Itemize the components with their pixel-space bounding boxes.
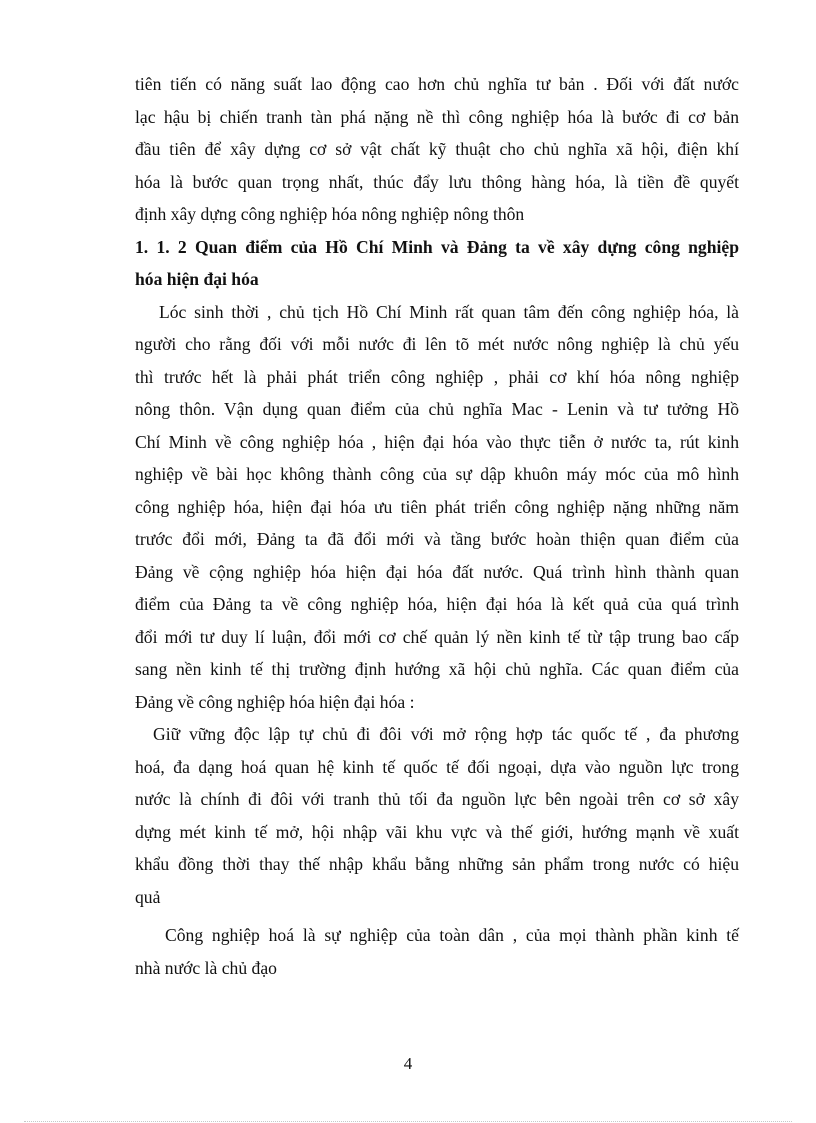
intro-paragraph <box>135 68 739 231</box>
paragraph-independence <box>135 718 739 913</box>
text-line: tiên tiến có năng suất lao động cao hơn chủ nghĩa tư bản . Đối với đất nước <box>135 74 739 94</box>
paragraph-industrialization <box>135 919 739 984</box>
text-line: Chí Minh về công nghiệp hóa , hiện đại hóa vào thực tiễn ở nước ta, rút kinh <box>135 431 739 452</box>
text-line: Giữ vững độc lập tự chủ đi đôi với mở rộng hợp tác quốc tế , đa phương <box>153 724 739 744</box>
text-line: sang nền kinh tế thị trường định hướng xã hội chủ nghĩa. Các quan điểm của <box>135 659 739 679</box>
text-line: thì trước hết là phải phát triển công nghiệp , phải cơ khí hóa nông nghiệp <box>135 366 739 387</box>
text-line: dựng mét kinh tế mở, hội nhập vãi khu vực và thế giới, hướng mạnh về xuất <box>135 821 739 842</box>
text-line: Lóc sinh thời , chủ tịch Hồ Chí Minh rất quan tâm đến công nghiệp hóa, là <box>159 301 739 322</box>
text-line: nhà nước là chủ đạo <box>135 957 277 978</box>
text-line: nghiệp về bài học không thành công của sự dập khuôn máy móc của mô hình <box>135 464 739 484</box>
text-line: hóa là bước quan trọng nhất, thúc đẩy lưu thông hàng hóa, là tiền đề quyết <box>135 171 739 192</box>
heading-line: hóa hiện đại hóa <box>135 269 259 289</box>
page-number: 4 <box>403 1054 413 1073</box>
text-line: điểm của Đảng ta về công nghiệp hóa, hiện đại hóa là kết quả của quá trình <box>135 594 739 614</box>
text-line: Đảng về cộng nghiệp hóa hiện đại hóa đất nước. Quá trình hình thành quan <box>135 561 739 582</box>
text-line: nông thôn. Vận dụng quan điểm của chủ nghĩa Mac - Lenin và tư tưởng Hồ <box>135 399 739 419</box>
paragraph-ho-chi-minh-view <box>135 296 739 719</box>
text-line: đầu tiên để xây dựng cơ sở vật chất kỹ thuật cho chủ nghĩa xã hội, điện khí <box>135 139 739 159</box>
text-line: quả <box>135 886 161 907</box>
text-line: lạc hậu bị chiến tranh tàn phá nặng nề thì công nghiệp hóa là bước đi cơ bản <box>135 106 739 127</box>
text-line: định xây dựng công nghiệp hóa nông nghiệp nông thôn <box>135 204 525 224</box>
text-line: công nghiệp hóa, hiện đại hóa ưu tiên phát triển công nghiệp nặng những năm <box>135 496 739 517</box>
footer-divider <box>24 1121 792 1122</box>
text-line: hoá, đa dạng hoá quan hệ kinh tế quốc tế đối ngoại, dựa vào nguồn lực trong <box>135 756 739 777</box>
text-line: khẩu đồng thời thay thế nhập khẩu bằng những sản phẩm trong nước có hiệu <box>135 854 739 874</box>
text-line: Đảng về công nghiệp hóa hiện đại hóa : <box>135 691 415 712</box>
text-line: đổi mới tư duy lí luận, đổi mới cơ chế quản lý nền kinh tế từ tập trung bao cấp <box>135 626 739 647</box>
document-body <box>135 68 739 984</box>
heading-line: 1. 1. 2 Quan điểm của Hồ Chí Minh và Đảng ta về xây dựng công nghiệp <box>135 236 739 257</box>
text-line: người cho rằng đối với mỗi nước đi lên tõ mét nước nông nghiệp là chủ yếu <box>135 334 739 354</box>
section-heading <box>135 231 739 296</box>
text-line: Công nghiệp hoá là sự nghiệp của toàn dân , của mọi thành phần kinh tế <box>165 925 739 945</box>
text-line: trước đổi mới, Đảng ta đã đổi mới và tầng bước hoàn thiện quan điểm của <box>135 529 739 549</box>
text-line: nước là chính đi đôi với tranh thủ tối đa nguồn lực bên ngoài trên cơ sở xây <box>135 789 739 809</box>
